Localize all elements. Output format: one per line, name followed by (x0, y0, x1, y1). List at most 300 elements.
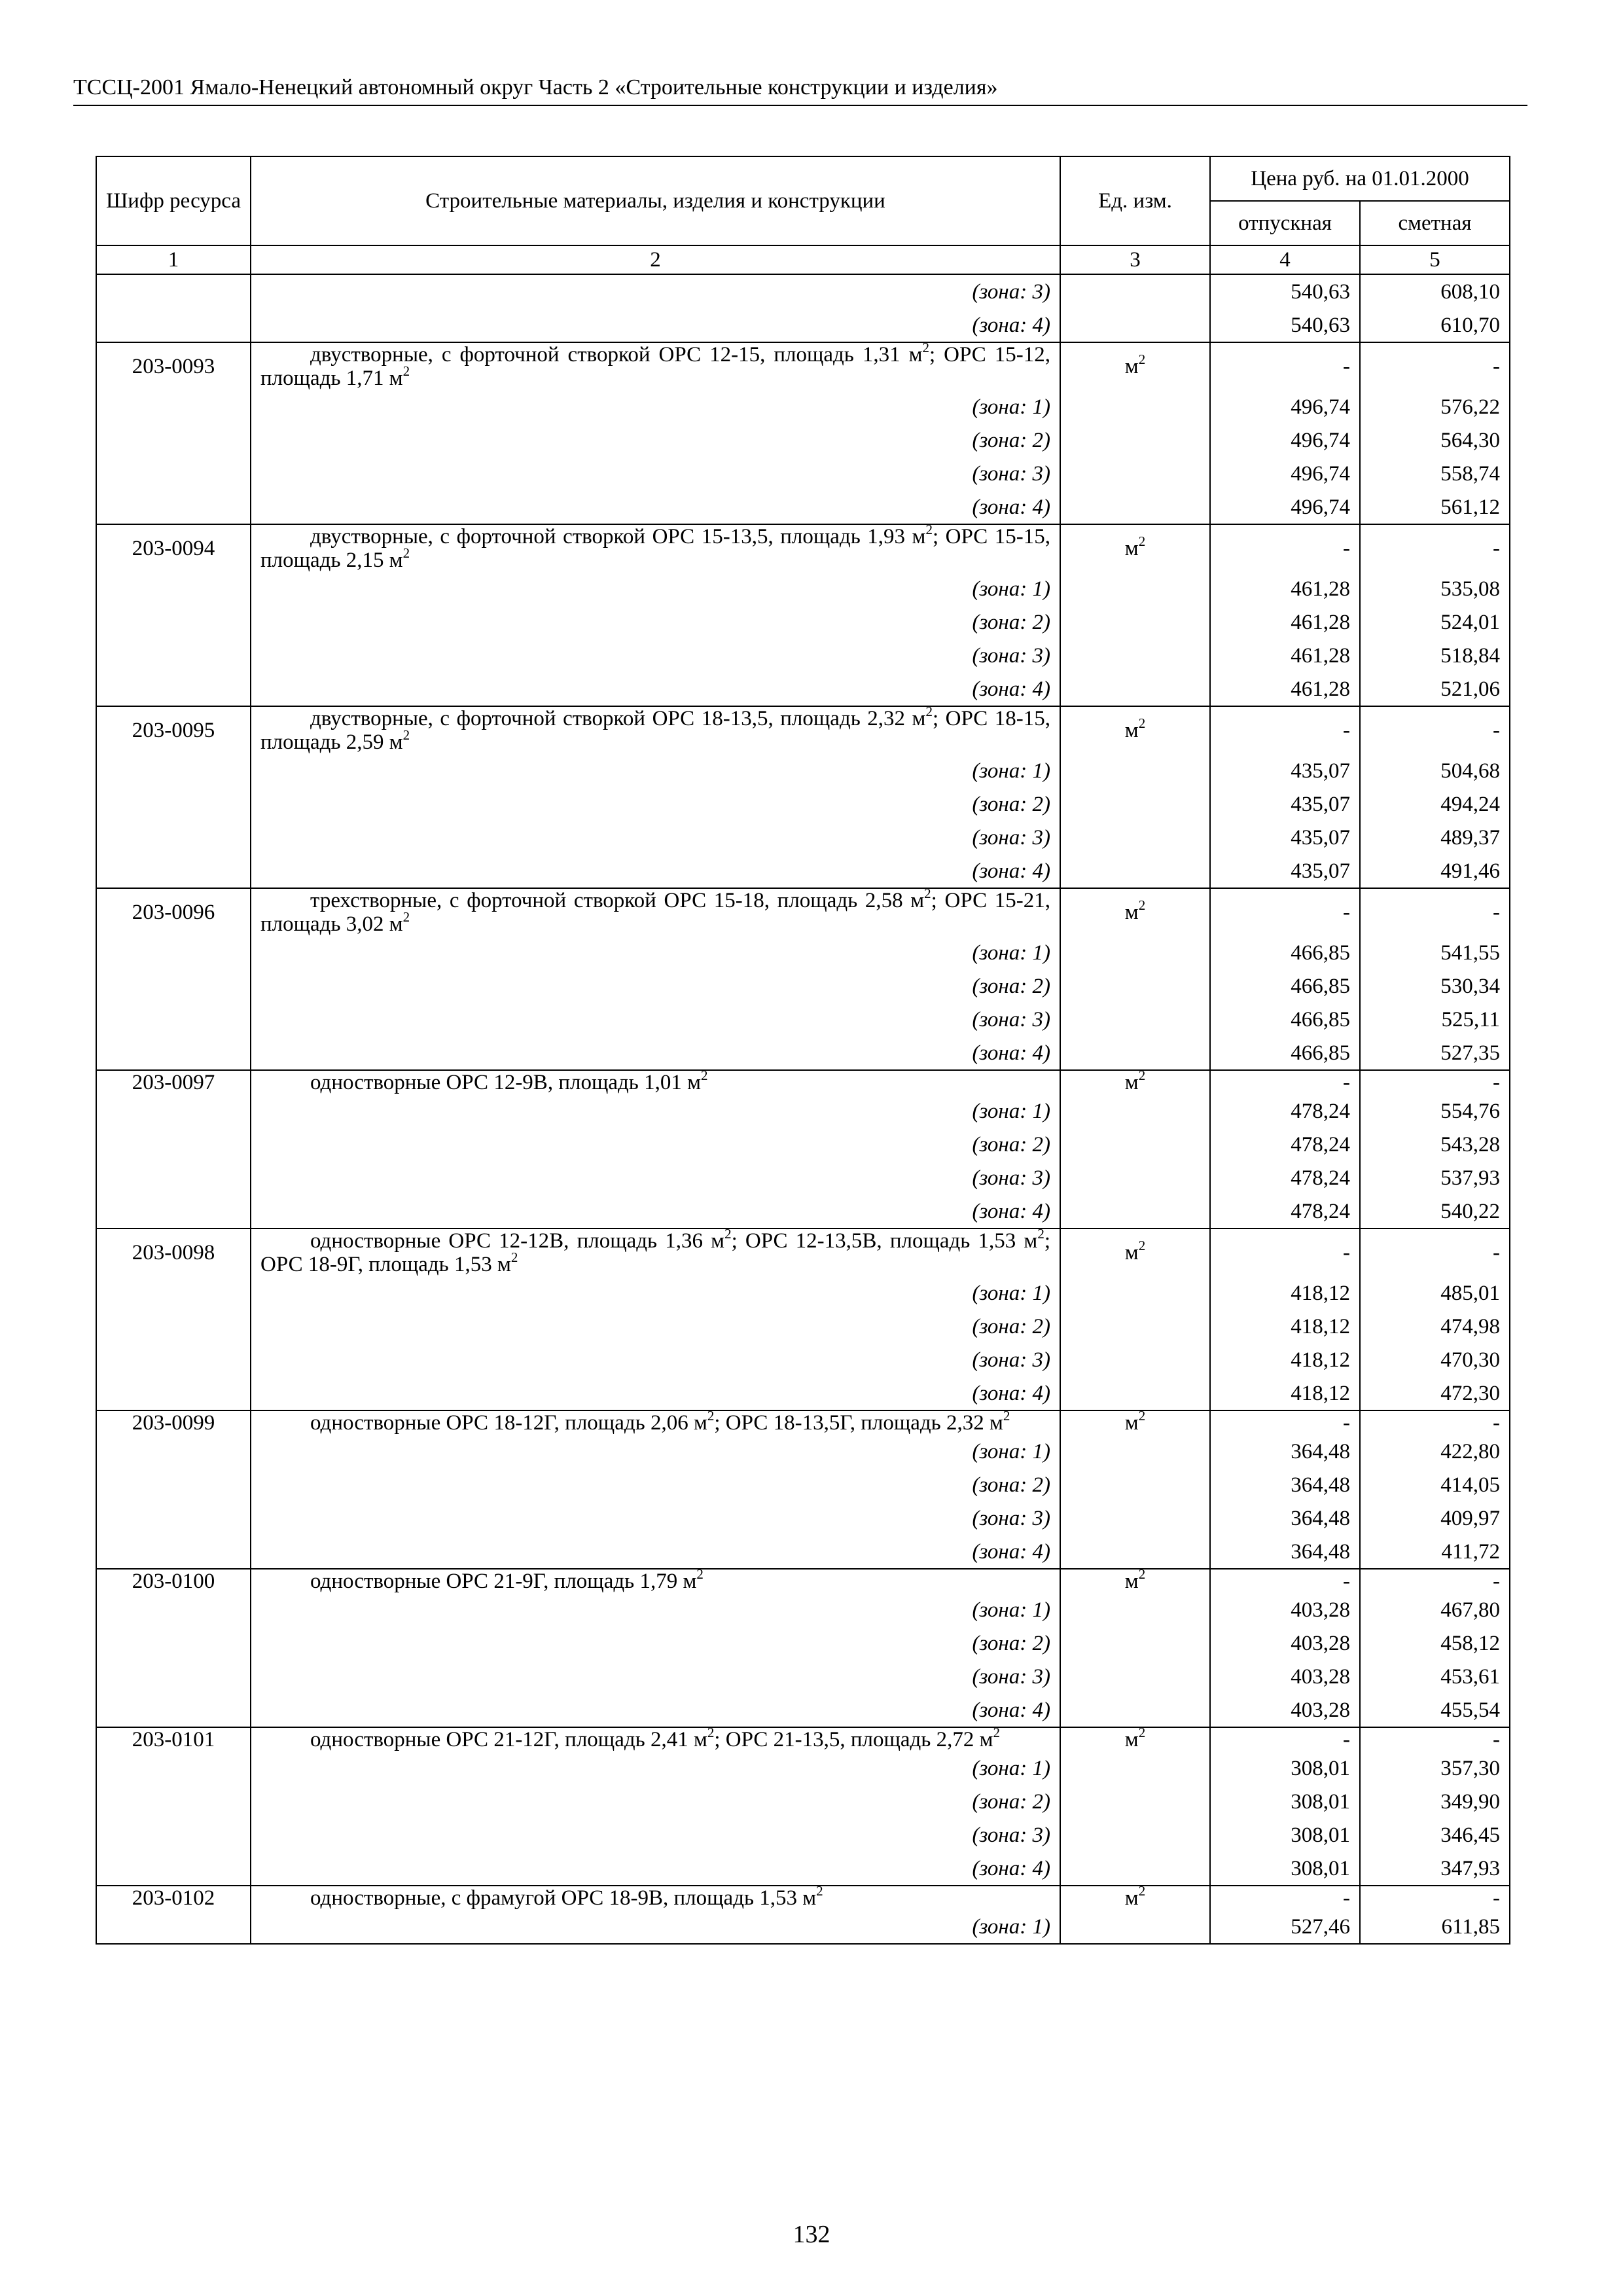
estimate-price: 564,30 (1360, 423, 1510, 457)
zone-label: (зона: 2) (972, 792, 1050, 816)
column-number: 5 (1360, 245, 1510, 274)
unit-cell (1060, 1161, 1210, 1194)
zone-label: (зона: 4) (972, 495, 1050, 519)
estimate-price: 494,24 (1360, 787, 1510, 821)
unit-cell (1060, 854, 1210, 888)
wholesale-price: 461,28 (1210, 605, 1360, 639)
unit-cell: $м^2$ (1060, 1229, 1210, 1276)
resource-code: 203-0093 (96, 342, 251, 390)
zone-row (96, 1501, 1510, 1535)
item-title-row (96, 888, 1510, 936)
wholesale-price: - (1210, 706, 1360, 754)
wholesale-price: 461,28 (1210, 672, 1360, 706)
wholesale-price: 496,74 (1210, 457, 1360, 490)
item-title-row (96, 524, 1510, 572)
code-cell (96, 754, 251, 787)
resource-code: 203-0102 (96, 1886, 251, 1910)
wholesale-price: - (1210, 888, 1360, 936)
zone-label: (зона: 3) (972, 1348, 1050, 1372)
resource-code: 203-0099 (96, 1410, 251, 1435)
estimate-price: 611,85 (1360, 1910, 1510, 1944)
estimate-price: 472,30 (1360, 1376, 1510, 1410)
estimate-price: 518,84 (1360, 639, 1510, 672)
estimate-price: 608,10 (1360, 274, 1510, 308)
unit-cell (1060, 308, 1210, 342)
code-cell (96, 572, 251, 605)
estimate-price: 535,08 (1360, 572, 1510, 605)
code-cell (96, 1128, 251, 1161)
zone-label: (зона: 4) (972, 1381, 1050, 1405)
estimate-price: 541,55 (1360, 936, 1510, 969)
estimate-price: 489,37 (1360, 821, 1510, 854)
code-cell (96, 1535, 251, 1569)
wholesale-price: 308,01 (1210, 1852, 1360, 1886)
unit-cell: $м^2$ (1060, 1410, 1210, 1435)
estimate-price: 540,22 (1360, 1194, 1510, 1229)
code-cell (96, 969, 251, 1003)
item-description: трехстворные, с форточной створкой ОРС 15-18, площадь 2,58 $м^2$; ОРС 15-21, площадь 3,02 $м^2$ (251, 888, 1060, 936)
wholesale-price: 478,24 (1210, 1094, 1360, 1128)
code-cell (96, 854, 251, 888)
wholesale-price: 403,28 (1210, 1660, 1360, 1693)
estimate-price: 543,28 (1360, 1128, 1510, 1161)
unit-cell: $м^2$ (1060, 1886, 1210, 1910)
code-cell (96, 936, 251, 969)
zone-row (96, 1910, 1510, 1944)
zone-row (96, 274, 1510, 308)
wholesale-price: 466,85 (1210, 1003, 1360, 1036)
column-header-estimate: сметная (1360, 201, 1510, 245)
unit-cell (1060, 274, 1210, 308)
zone-row (96, 754, 1510, 787)
zone-row (96, 1535, 1510, 1569)
item-description: одностворные ОРС 12-9В, площадь 1,01 $м^2$ (251, 1070, 1060, 1094)
code-cell (96, 1852, 251, 1886)
estimate-price: 504,68 (1360, 754, 1510, 787)
estimate-price: 491,46 (1360, 854, 1510, 888)
unit-cell (1060, 1435, 1210, 1468)
item-title-row (96, 1727, 1510, 1751)
code-cell (96, 1036, 251, 1070)
code-cell (96, 457, 251, 490)
estimate-price: 610,70 (1360, 308, 1510, 342)
estimate-price: - (1360, 1229, 1510, 1276)
unit-cell: $м^2$ (1060, 888, 1210, 936)
unit-cell (1060, 1535, 1210, 1569)
wholesale-price: 418,12 (1210, 1376, 1360, 1410)
estimate-price: 558,74 (1360, 457, 1510, 490)
column-header-code: Шифр ресурса (96, 156, 251, 245)
unit-cell (1060, 1276, 1210, 1310)
item-title-row (96, 342, 1510, 390)
unit-cell (1060, 821, 1210, 854)
zone-row (96, 1036, 1510, 1070)
item-description: одностворные, с фрамугой ОРС 18-9В, площадь 1,53 $м^2$ (251, 1886, 1060, 1910)
page-number: 132 (793, 2221, 830, 2248)
unit-cell (1060, 1852, 1210, 1886)
code-cell (96, 1435, 251, 1468)
unit-cell (1060, 672, 1210, 706)
wholesale-price: - (1210, 1569, 1360, 1593)
zone-label: (зона: 4) (972, 859, 1050, 883)
column-number: 2 (251, 245, 1060, 274)
zone-row (96, 1593, 1510, 1626)
wholesale-price: 461,28 (1210, 572, 1360, 605)
zone-row (96, 639, 1510, 672)
wholesale-price: 461,28 (1210, 639, 1360, 672)
estimate-price: 453,61 (1360, 1660, 1510, 1693)
wholesale-price: 540,63 (1210, 308, 1360, 342)
wholesale-price: 496,74 (1210, 390, 1360, 423)
wholesale-price: 435,07 (1210, 754, 1360, 787)
estimate-price: 455,54 (1360, 1693, 1510, 1727)
estimate-price: 530,34 (1360, 969, 1510, 1003)
item-description: двустворные, с форточной створкой ОРС 12-15, площадь 1,31 $м^2$; ОРС 15-12, площадь 1,71 $м^2$ (251, 342, 1060, 390)
estimate-price: - (1360, 1070, 1510, 1094)
code-cell (96, 1310, 251, 1343)
zone-label: (зона: 3) (972, 1823, 1050, 1847)
zone-row (96, 605, 1510, 639)
wholesale-price: 496,74 (1210, 490, 1360, 524)
estimate-price: 422,80 (1360, 1435, 1510, 1468)
zone-row (96, 672, 1510, 706)
zone-row (96, 1435, 1510, 1468)
column-header-wholesale: отпускная (1210, 201, 1360, 245)
wholesale-price: 403,28 (1210, 1693, 1360, 1727)
code-cell (96, 490, 251, 524)
zone-row (96, 1468, 1510, 1501)
item-description: одностворные ОРС 12-12В, площадь 1,36 $м^2$; ОРС 12-13,5В, площадь 1,53 $м^2$; ОРС 18-9Г, площадь 1,53 $м^2$ (251, 1229, 1060, 1276)
zone-row (96, 1194, 1510, 1229)
unit-cell (1060, 1626, 1210, 1660)
item-description: одностворные ОРС 18-12Г, площадь 2,06 $м^2$; ОРС 18-13,5Г, площадь 2,32 $м^2$ (251, 1410, 1060, 1435)
unit-cell (1060, 490, 1210, 524)
estimate-price: 467,80 (1360, 1593, 1510, 1626)
code-cell (96, 1910, 251, 1944)
estimate-price: - (1360, 342, 1510, 390)
estimate-price: 474,98 (1360, 1310, 1510, 1343)
code-cell (96, 1003, 251, 1036)
zone-label: (зона: 4) (972, 1698, 1050, 1722)
zone-row (96, 490, 1510, 524)
zone-row (96, 1343, 1510, 1376)
zone-label: (зона: 2) (972, 1132, 1050, 1157)
code-cell (96, 1276, 251, 1310)
wholesale-price: 435,07 (1210, 787, 1360, 821)
zone-label: (зона: 2) (972, 610, 1050, 634)
column-number: 3 (1060, 245, 1210, 274)
code-cell (96, 1593, 251, 1626)
zone-row (96, 308, 1510, 342)
unit-cell (1060, 605, 1210, 639)
unit-cell: $м^2$ (1060, 524, 1210, 572)
unit-cell (1060, 1310, 1210, 1343)
estimate-price: 554,76 (1360, 1094, 1510, 1128)
resource-code: 203-0098 (96, 1229, 251, 1276)
code-cell (96, 1785, 251, 1818)
zone-label: (зона: 3) (972, 825, 1050, 850)
resource-code: 203-0094 (96, 524, 251, 572)
unit-cell (1060, 1343, 1210, 1376)
wholesale-price: 478,24 (1210, 1161, 1360, 1194)
wholesale-price: 364,48 (1210, 1535, 1360, 1569)
wholesale-price: 540,63 (1210, 274, 1360, 308)
zone-label: (зона: 1) (972, 395, 1050, 419)
wholesale-price: - (1210, 1727, 1360, 1751)
zone-row (96, 969, 1510, 1003)
estimate-price: 458,12 (1360, 1626, 1510, 1660)
wholesale-price: - (1210, 1070, 1360, 1094)
column-number: 1 (96, 245, 251, 274)
wholesale-price: 496,74 (1210, 423, 1360, 457)
unit-cell (1060, 457, 1210, 490)
zone-label: (зона: 2) (972, 1473, 1050, 1497)
zone-label: (зона: 3) (972, 643, 1050, 668)
zone-label: (зона: 2) (972, 974, 1050, 998)
wholesale-price: 478,24 (1210, 1194, 1360, 1229)
zone-row (96, 821, 1510, 854)
code-cell (96, 1161, 251, 1194)
item-title-row (96, 1569, 1510, 1593)
code-cell (96, 1376, 251, 1410)
estimate-price: 525,11 (1360, 1003, 1510, 1036)
unit-cell (1060, 754, 1210, 787)
estimate-price: - (1360, 1886, 1510, 1910)
zone-row (96, 1852, 1510, 1886)
code-cell (96, 308, 251, 342)
code-cell (96, 1501, 251, 1535)
zone-row (96, 1751, 1510, 1785)
wholesale-price: 364,48 (1210, 1468, 1360, 1501)
unit-cell (1060, 936, 1210, 969)
estimate-price: 561,12 (1360, 490, 1510, 524)
zone-label: (зона: 2) (972, 1789, 1050, 1814)
item-title-row (96, 706, 1510, 754)
resource-code: 203-0095 (96, 706, 251, 754)
zone-label: (зона: 3) (972, 1007, 1050, 1031)
unit-cell (1060, 1036, 1210, 1070)
code-cell (96, 1818, 251, 1852)
estimate-price: 357,30 (1360, 1751, 1510, 1785)
zone-row (96, 936, 1510, 969)
estimate-price: 409,97 (1360, 1501, 1510, 1535)
wholesale-price: 364,48 (1210, 1501, 1360, 1535)
wholesale-price: 435,07 (1210, 854, 1360, 888)
zone-label: (зона: 4) (972, 1199, 1050, 1223)
estimate-price: - (1360, 888, 1510, 936)
estimate-price: - (1360, 524, 1510, 572)
wholesale-price: 308,01 (1210, 1785, 1360, 1818)
table-head (96, 156, 1510, 274)
zone-label: (зона: 3) (972, 461, 1050, 486)
estimate-price: 347,93 (1360, 1852, 1510, 1886)
zone-row (96, 1161, 1510, 1194)
zone-label: (зона: 4) (972, 1539, 1050, 1564)
code-cell (96, 821, 251, 854)
item-description: двустворные, с форточной створкой ОРС 15-13,5, площадь 1,93 $м^2$; ОРС 15-15, площадь 2,15 $м^2$ (251, 524, 1060, 572)
estimate-price: 485,01 (1360, 1276, 1510, 1310)
unit-cell (1060, 423, 1210, 457)
zone-row (96, 1310, 1510, 1343)
estimate-price: 527,35 (1360, 1036, 1510, 1070)
wholesale-price: 466,85 (1210, 969, 1360, 1003)
zone-label: (зона: 1) (972, 1439, 1050, 1463)
column-header-price-group: Цена руб. на 01.01.2000 (1210, 156, 1510, 201)
unit-cell (1060, 1751, 1210, 1785)
zone-row (96, 1785, 1510, 1818)
zone-label: (зона: 1) (972, 1598, 1050, 1622)
zone-label: (зона: 1) (972, 941, 1050, 965)
wholesale-price: - (1210, 1886, 1360, 1910)
zone-label: (зона: 3) (972, 279, 1050, 304)
wholesale-price: 527,46 (1210, 1910, 1360, 1944)
estimate-price: 411,72 (1360, 1535, 1510, 1569)
wholesale-price: - (1210, 342, 1360, 390)
zone-row (96, 1693, 1510, 1727)
unit-cell (1060, 1910, 1210, 1944)
column-header-unit: Ед. изм. (1060, 156, 1210, 245)
unit-cell: $м^2$ (1060, 342, 1210, 390)
zone-row (96, 787, 1510, 821)
item-description: одностворные ОРС 21-12Г, площадь 2,41 $м^2$; ОРС 21-13,5, площадь 2,72 $м^2$ (251, 1727, 1060, 1751)
zone-row (96, 1376, 1510, 1410)
unit-cell (1060, 1003, 1210, 1036)
item-title-row (96, 1886, 1510, 1910)
code-cell (96, 605, 251, 639)
code-cell (96, 787, 251, 821)
estimate-price: 470,30 (1360, 1343, 1510, 1376)
estimate-price: - (1360, 1569, 1510, 1593)
zone-row (96, 1660, 1510, 1693)
zone-label: (зона: 1) (972, 1099, 1050, 1123)
wholesale-price: 435,07 (1210, 821, 1360, 854)
zone-row (96, 457, 1510, 490)
wholesale-price: 418,12 (1210, 1310, 1360, 1343)
estimate-price: 521,06 (1360, 672, 1510, 706)
resource-code: 203-0100 (96, 1569, 251, 1593)
code-cell (96, 1751, 251, 1785)
resource-code: 203-0096 (96, 888, 251, 936)
table-body (96, 274, 1510, 1944)
zone-label: (зона: 2) (972, 1314, 1050, 1338)
estimate-price: - (1360, 1727, 1510, 1751)
zone-row (96, 1128, 1510, 1161)
zone-label: (зона: 1) (972, 1281, 1050, 1305)
unit-cell (1060, 1094, 1210, 1128)
wholesale-price: 403,28 (1210, 1626, 1360, 1660)
unit-cell (1060, 969, 1210, 1003)
wholesale-price: 308,01 (1210, 1818, 1360, 1852)
code-cell (96, 1343, 251, 1376)
unit-cell (1060, 787, 1210, 821)
item-title-row (96, 1410, 1510, 1435)
estimate-price: 349,90 (1360, 1785, 1510, 1818)
estimate-price: 576,22 (1360, 390, 1510, 423)
zone-row (96, 390, 1510, 423)
zone-label: (зона: 2) (972, 428, 1050, 452)
column-header-name: Строительные материалы, изделия и конструкции (251, 156, 1060, 245)
zone-row (96, 1003, 1510, 1036)
zone-label: (зона: 3) (972, 1506, 1050, 1530)
zone-label: (зона: 3) (972, 1166, 1050, 1190)
unit-cell (1060, 1785, 1210, 1818)
code-cell (96, 1094, 251, 1128)
estimate-price: 524,01 (1360, 605, 1510, 639)
unit-cell (1060, 1501, 1210, 1535)
code-cell (96, 672, 251, 706)
unit-cell (1060, 1376, 1210, 1410)
unit-cell: $м^2$ (1060, 1070, 1210, 1094)
estimate-price: - (1360, 1410, 1510, 1435)
code-cell (96, 1194, 251, 1229)
estimate-price: 537,93 (1360, 1161, 1510, 1194)
unit-cell (1060, 1194, 1210, 1229)
resource-code: 203-0097 (96, 1070, 251, 1094)
wholesale-price: 308,01 (1210, 1751, 1360, 1785)
zone-row (96, 854, 1510, 888)
unit-cell: $м^2$ (1060, 1727, 1210, 1751)
zone-label: (зона: 1) (972, 759, 1050, 783)
wholesale-price: 418,12 (1210, 1343, 1360, 1376)
unit-cell (1060, 1818, 1210, 1852)
zone-row (96, 1626, 1510, 1660)
item-description: одностворные ОРС 21-9Г, площадь 1,79 $м^2$ (251, 1569, 1060, 1593)
wholesale-price: 466,85 (1210, 936, 1360, 969)
code-cell (96, 1626, 251, 1660)
unit-cell: $м^2$ (1060, 1569, 1210, 1593)
zone-label: (зона: 4) (972, 1041, 1050, 1065)
wholesale-price: 364,48 (1210, 1435, 1360, 1468)
code-cell (96, 423, 251, 457)
unit-cell (1060, 1128, 1210, 1161)
wholesale-price: 466,85 (1210, 1036, 1360, 1070)
unit-cell (1060, 1693, 1210, 1727)
code-cell (96, 274, 251, 308)
estimate-price: 414,05 (1360, 1468, 1510, 1501)
column-number: 4 (1210, 245, 1360, 274)
unit-cell (1060, 639, 1210, 672)
wholesale-price: - (1210, 1410, 1360, 1435)
unit-cell (1060, 390, 1210, 423)
unit-cell (1060, 1593, 1210, 1626)
price-table (96, 156, 1510, 1945)
zone-label: (зона: 4) (972, 313, 1050, 337)
zone-label: (зона: 3) (972, 1664, 1050, 1689)
zone-row (96, 1094, 1510, 1128)
code-cell (96, 390, 251, 423)
zone-label: (зона: 4) (972, 677, 1050, 701)
wholesale-price: 403,28 (1210, 1593, 1360, 1626)
zone-row (96, 423, 1510, 457)
unit-cell (1060, 1468, 1210, 1501)
zone-label: (зона: 1) (972, 577, 1050, 601)
unit-cell: $м^2$ (1060, 706, 1210, 754)
zone-row (96, 1818, 1510, 1852)
item-title-row (96, 1229, 1510, 1276)
zone-label: (зона: 1) (251, 1910, 1060, 1944)
code-cell (96, 639, 251, 672)
wholesale-price: - (1210, 524, 1360, 572)
estimate-price: - (1360, 706, 1510, 754)
unit-cell (1060, 1660, 1210, 1693)
page-header: ТССЦ-2001 Ямало-Ненецкий автономный округ Часть 2 «Строительные конструкции и изделия» (73, 73, 1527, 106)
estimate-price: 346,45 (1360, 1818, 1510, 1852)
zone-row (96, 572, 1510, 605)
item-title-row (96, 1070, 1510, 1094)
code-cell (96, 1660, 251, 1693)
item-description: двустворные, с форточной створкой ОРС 18-13,5, площадь 2,32 $м^2$; ОРС 18-15, площадь 2,59 $м^2$ (251, 706, 1060, 754)
code-cell (96, 1693, 251, 1727)
